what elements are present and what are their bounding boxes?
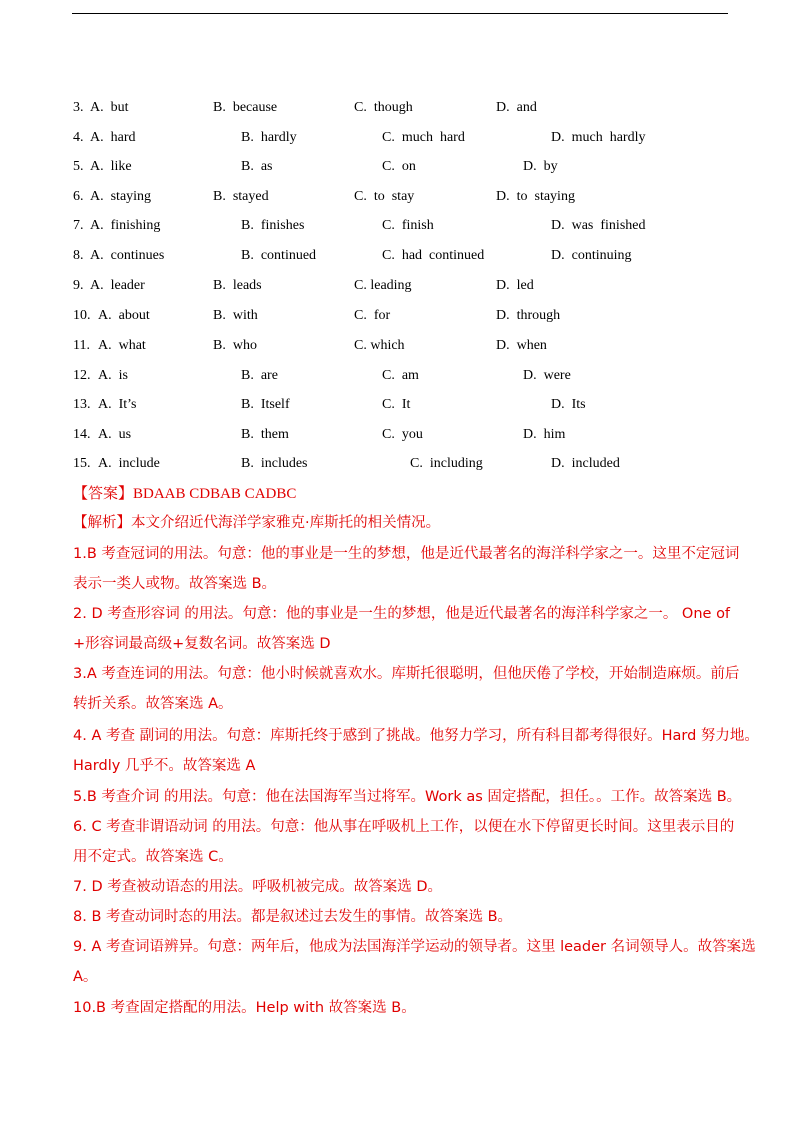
question-row: [73, 216, 733, 236]
option-c: C. you: [382, 427, 423, 442]
option-c: C. much hard: [382, 130, 465, 145]
option-b: B. because: [213, 100, 278, 115]
question-row: [73, 157, 733, 177]
question-number: 4.: [73, 130, 84, 145]
question-row: [73, 98, 733, 118]
option-d: D. were: [523, 368, 571, 383]
analysis-item-continuation: A。: [73, 969, 98, 985]
analysis-item-continuation: +形容词最高级+复数名词。故答案选 D: [73, 636, 331, 652]
option-c: C. including: [410, 456, 483, 471]
answer-key: 【答案】BDAAB CDBAB CADBC: [73, 486, 297, 502]
option-d: D. led: [496, 278, 534, 293]
option-a: A. continues: [90, 248, 165, 263]
option-c: C. It: [382, 397, 411, 412]
option-b: B. hardly: [241, 130, 297, 145]
option-a: A. include: [98, 456, 160, 471]
option-a: A. us: [98, 427, 132, 442]
analysis-item-continuation: 转折关系。故答案选 A。: [73, 696, 233, 712]
option-c: C. for: [354, 308, 391, 323]
question-row: [73, 336, 733, 356]
question-number: 8.: [73, 248, 84, 263]
option-b: B. continued: [241, 248, 317, 263]
analysis-item: 9. A 考查词语辨异。句意：两年后，他成为法国海洋学运动的领导者。这里 leader 名词领导人。故答案选: [73, 939, 756, 955]
option-d: D. through: [496, 308, 561, 323]
option-d: D. continuing: [551, 248, 632, 263]
question-number: 13.: [73, 397, 91, 412]
option-c: C. on: [382, 159, 416, 174]
question-row: [73, 454, 733, 474]
question-row: [73, 276, 733, 296]
question-number: 10.: [73, 308, 91, 323]
question-number: 6.: [73, 189, 84, 204]
option-a: A. is: [98, 368, 128, 383]
option-b: B. finishes: [241, 218, 305, 233]
option-a: A. what: [98, 338, 146, 353]
question-number: 3.: [73, 100, 84, 115]
question-row: [73, 306, 733, 326]
option-d: D. to staying: [496, 189, 575, 204]
option-b: B. with: [213, 308, 258, 323]
analysis-item: 7. D 考查被动语态的用法。呼吸机被完成。故答案选 D。: [73, 879, 442, 895]
analysis-item: 6. C 考查非谓语动词 的用法。句意：他从事在呼吸机上工作，以便在水下停留更长时间。这里表示目的: [73, 819, 735, 835]
analysis-item-continuation: 用不定式。故答案选 C。: [73, 849, 233, 865]
option-c: C. leading: [354, 278, 412, 293]
question-row: [73, 425, 733, 445]
option-d: D. him: [523, 427, 566, 442]
option-b: B. are: [241, 368, 278, 383]
option-d: D. Its: [551, 397, 586, 412]
option-b: B. as: [241, 159, 273, 174]
option-a: A. finishing: [90, 218, 161, 233]
option-b: B. Itself: [241, 397, 290, 412]
option-d: D. much hardly: [551, 130, 646, 145]
option-a: A. about: [98, 308, 150, 323]
question-number: 14.: [73, 427, 91, 442]
question-number: 11.: [73, 338, 90, 353]
option-c: C. which: [354, 338, 405, 353]
option-a: A. like: [90, 159, 132, 174]
analysis-item: 4. A 考查 副词的用法。句意：库斯托终于感到了挑战。他努力学习，所有科目都考得很好。Hard 努力地。: [73, 728, 759, 744]
analysis-item: 10.B 考查固定搭配的用法。Help with 故答案选 B。: [73, 1000, 416, 1016]
analysis-item-continuation: 表示一类人或物。故答案选 B。: [73, 576, 277, 592]
option-c: C. finish: [382, 218, 434, 233]
option-a: A. staying: [90, 189, 152, 204]
question-number: 12.: [73, 368, 91, 383]
question-number: 9.: [73, 278, 84, 293]
question-number: 7.: [73, 218, 84, 233]
option-c: C. to stay: [354, 189, 415, 204]
option-c: C. am: [382, 368, 419, 383]
option-b: B. includes: [241, 456, 308, 471]
option-d: D. included: [551, 456, 620, 471]
option-a: A. hard: [90, 130, 136, 145]
question-row: [73, 366, 733, 386]
analysis-item-continuation: Hardly 几乎不。故答案选 A: [73, 758, 256, 774]
analysis-item: 8. B 考查动词时态的用法。都是叙述过去发生的事情。故答案选 B。: [73, 909, 513, 925]
option-a: A. but: [90, 100, 129, 115]
option-d: D. when: [496, 338, 547, 353]
option-c: C. though: [354, 100, 413, 115]
option-b: B. who: [213, 338, 257, 353]
option-b: B. them: [241, 427, 289, 442]
option-a: A. It’s: [98, 397, 137, 412]
analysis-item: 2. D 考查形容词 的用法。句意：他的事业是一生的梦想，他是近代最著名的海洋科学家之一。 One of: [73, 606, 731, 622]
analysis-item: 1.B 考查冠词的用法。句意：他的事业是一生的梦想，他是近代最著名的海洋科学家之一。这里不定冠词: [73, 546, 740, 562]
option-b: B. stayed: [213, 189, 269, 204]
question-number: 15.: [73, 456, 91, 471]
question-row: [73, 187, 733, 207]
analysis-item: 3.A 考查连词的用法。句意：他小时候就喜欢水。库斯托很聪明，但他厌倦了学校，开始制造麻烦。前后: [73, 666, 740, 682]
question-row: [73, 128, 733, 148]
question-row: [73, 246, 733, 266]
question-number: 5.: [73, 159, 84, 174]
option-d: D. was finished: [551, 218, 646, 233]
option-d: D. by: [523, 159, 558, 174]
question-row: [73, 395, 733, 415]
analysis-item: 5.B 考查介词 的用法。句意：他在法国海军当过将军。Work as 固定搭配，担任。。工作。故答案选 B。: [73, 789, 742, 805]
analysis-intro: 【解析】本文介绍近代海洋学家雅克·库斯托的相关情况。: [73, 515, 441, 531]
option-a: A. leader: [90, 278, 145, 293]
option-c: C. had continued: [382, 248, 485, 263]
option-d: D. and: [496, 100, 537, 115]
option-b: B. leads: [213, 278, 262, 293]
header-rule: [72, 13, 728, 14]
